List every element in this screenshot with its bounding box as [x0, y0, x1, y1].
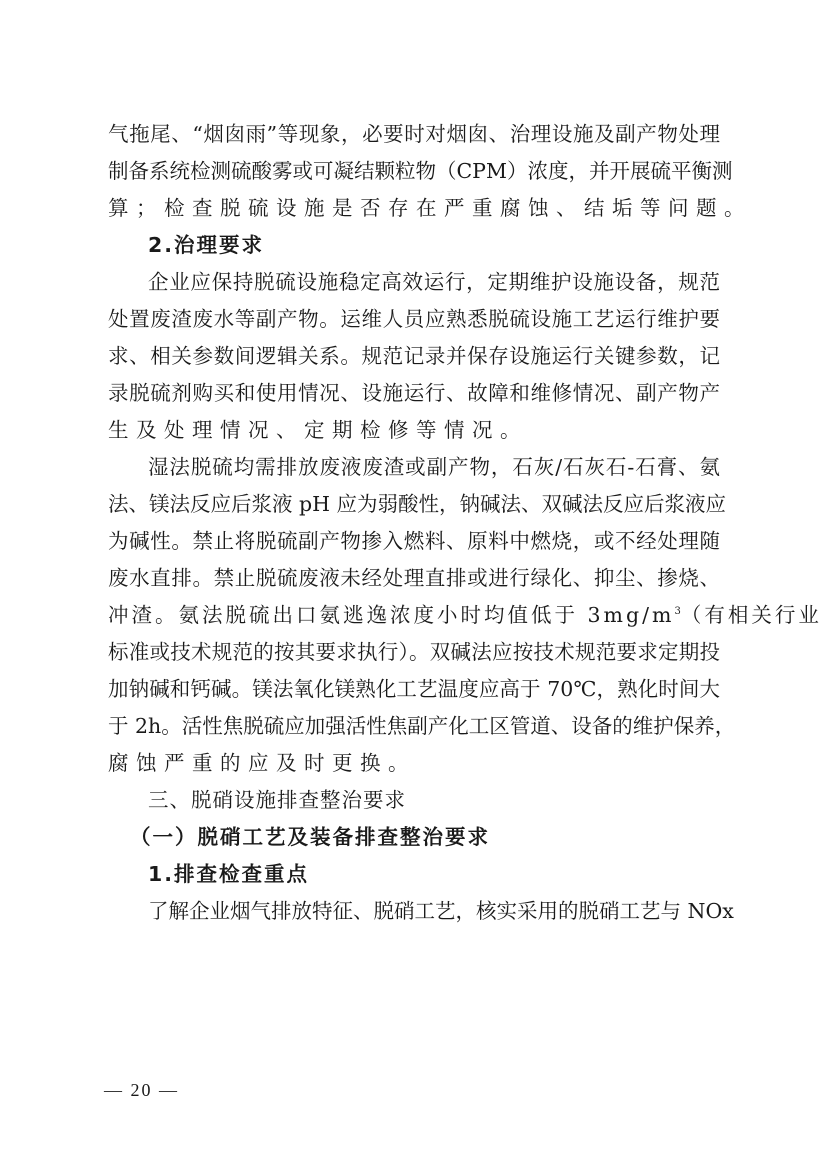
document-page [108, 116, 822, 930]
text-run: 冲渣。氨法脱硫出口氨逃逸浓度小时均值低于 3mg/m [108, 603, 675, 627]
body-text-line: 标准或技术规范的按其要求执行）。双碱法应按技术规范要求定期投 [108, 640, 720, 664]
body-text-line: 腐蚀严重的应及时更换。 [108, 751, 416, 775]
heading-treatment-requirements: 2.治理要求 [148, 233, 265, 257]
body-text-line: 湿法脱硫均需排放废液废渣或副产物，石灰/石灰石-石膏、氨 [148, 455, 720, 479]
body-text-line: 录脱硫剂购买和使用情况、设施运行、故障和维修情况、副产物产 [108, 381, 720, 405]
subsection-heading-process-equipment: （一）脱硝工艺及装备排查整治要求 [130, 825, 490, 849]
body-text-line: 废水直排。禁止脱硫废液未经处理直排或进行绿化、抑尘、掺烧、 [108, 566, 720, 590]
text-run: （有相关行业 [680, 603, 822, 627]
body-text-line: 为碱性。禁止将脱硫副产物掺入燃料、原料中燃烧，或不经处理随 [108, 529, 720, 553]
body-text-line: 气拖尾、“烟囱雨”等现象，必要时对烟囱、治理设施及副产物处理 [108, 122, 720, 146]
body-text-line: 算；检查脱硫设施是否存在严重腐蚀、结垢等问题。 [108, 196, 752, 220]
page-number: — 20 — [104, 1080, 179, 1100]
body-text-line: 生及处理情况、定期检修等情况。 [108, 418, 528, 442]
body-text-line: 求、相关参数间逻辑关系。规范记录并保存设施运行关键参数，记 [108, 344, 720, 368]
body-text-line [108, 597, 822, 634]
body-text-line: 处置废渣废水等副产物。运维人员应熟悉脱硫设施工艺运行维护要 [108, 307, 720, 331]
body-text-line: 加钠碱和钙碱。镁法氧化镁熟化工艺温度应高于 70℃，熟化时间大 [108, 677, 720, 701]
superscript: 3 [674, 606, 681, 618]
heading-inspection-focus: 1.排查检查重点 [148, 862, 310, 886]
body-text-line: 于 2h。活性焦脱硫应加强活性焦副产化工区管道、设备的维护保养， [108, 714, 736, 738]
section-heading-denitration: 三、脱硝设施排查整治要求 [148, 788, 406, 812]
body-text-line: 企业应保持脱硫设施稳定高效运行，定期维护设施设备，规范 [148, 270, 720, 294]
body-text-line: 制备系统检测硫酸雾或可凝结颗粒物（CPM）浓度，并开展硫平衡测 [108, 159, 733, 183]
body-text-line: 法、镁法反应后浆液 pH 应为弱酸性，钠碱法、双碱法反应后浆液应 [108, 492, 727, 516]
body-text-line: 了解企业烟气排放特征、脱硝工艺，核实采用的脱硝工艺与 NOx [148, 899, 734, 923]
